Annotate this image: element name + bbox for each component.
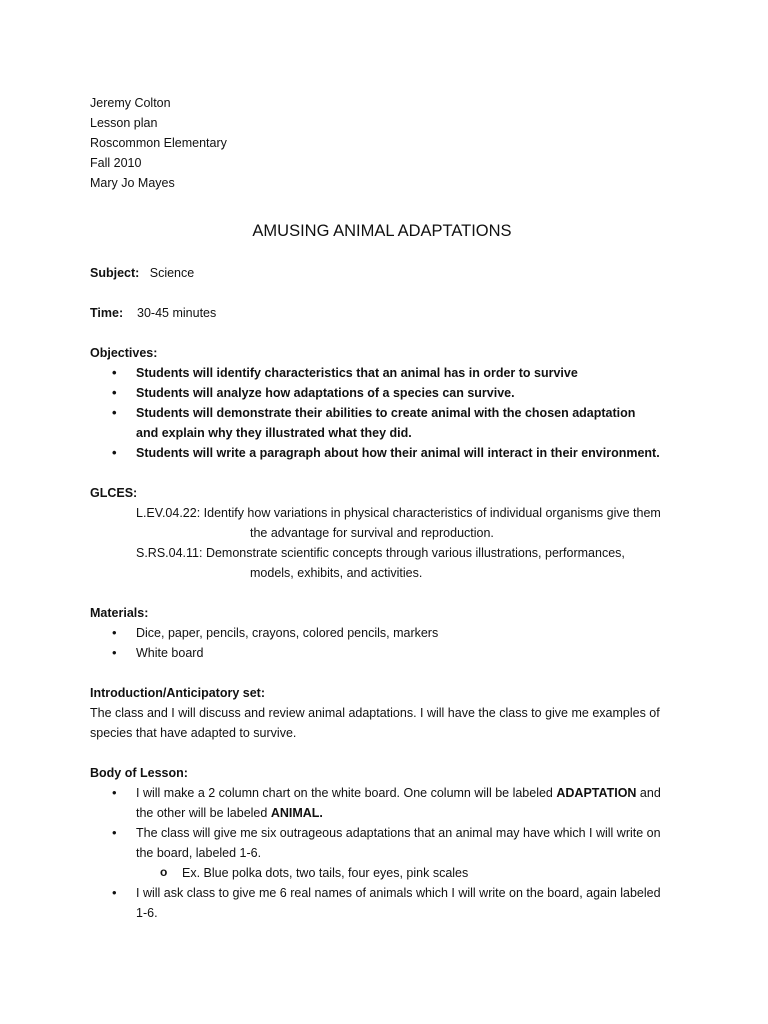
- list-item: • I will ask class to give me 6 real names of animals which I will write on the board, again labeled 1-6.: [90, 883, 666, 923]
- objectives-heading: Objectives:: [90, 346, 158, 360]
- glce-item: [90, 503, 690, 543]
- subject-value: Science: [149, 266, 195, 280]
- list-item: • White board: [90, 643, 690, 663]
- objectives-section: [90, 343, 690, 463]
- body-list: [90, 783, 690, 863]
- body-list-continued: [90, 883, 690, 923]
- glce-item: [90, 543, 690, 583]
- list-item: • I will make a 2 column chart on the white board. One column will be labeled ADAPTATION and the other will be labeled ANIMAL.: [90, 783, 666, 823]
- time-label: Time:: [90, 306, 124, 320]
- introduction-section: [90, 683, 690, 743]
- body-sublist: [90, 863, 690, 883]
- materials-list: [90, 623, 690, 663]
- objectives-list: [90, 363, 690, 463]
- glce-continuation: the advantage for survival and reproduction.: [250, 526, 494, 540]
- introduction-text: The class and I will discuss and review animal adaptations. I will have the class to give me examples of species that have adapted to survive.: [90, 706, 660, 740]
- list-item: • Students will identify characteristics that an animal has in order to survive: [90, 363, 690, 383]
- teacher-name: Mary Jo Mayes: [90, 176, 175, 190]
- list-item: • Students will analyze how adaptations of a species can survive.: [90, 383, 690, 403]
- list-item: • Students will write a paragraph about how their animal will interact in their environment.: [90, 443, 690, 463]
- document-type: Lesson plan: [90, 116, 158, 130]
- glce-line: L.EV.04.22: Identify how variations in physical characteristics of individual organisms give them: [136, 506, 661, 520]
- glces-section: [90, 483, 690, 583]
- subject-field: [90, 263, 690, 283]
- document-header: [90, 93, 690, 193]
- document-title: AMUSING ANIMAL ADAPTATIONS: [252, 222, 512, 240]
- materials-heading: Materials:: [90, 606, 149, 620]
- adaptation-label: ADAPTATION: [556, 786, 637, 800]
- glce-line: S.RS.04.11: Demonstrate scientific concepts through various illustrations, performances,: [136, 546, 625, 560]
- list-item: • Students will demonstrate their abilities to create animal with the chosen adaptation and explain why they illustrated what they did.: [90, 403, 646, 443]
- term: Fall 2010: [90, 156, 142, 170]
- glces-heading: GLCES:: [90, 486, 138, 500]
- list-item: • The class will give me six outrageous adaptations that an animal may have which I will write on the board, labeled 1-6.: [90, 823, 666, 863]
- document-content: [90, 93, 690, 923]
- animal-label: ANIMAL.: [270, 806, 323, 820]
- author-name: Jeremy Colton: [90, 96, 171, 110]
- subject-label: Subject:: [90, 266, 140, 280]
- materials-section: [90, 603, 690, 663]
- list-item: • Dice, paper, pencils, crayons, colored pencils, markers: [90, 623, 690, 643]
- sub-list-item: o Ex. Blue polka dots, two tails, four eyes, pink scales: [90, 863, 690, 883]
- introduction-heading: Introduction/Anticipatory set:: [90, 686, 265, 700]
- body-heading: Body of Lesson:: [90, 766, 188, 780]
- time-value: 30-45 minutes: [137, 306, 217, 320]
- school-name: Roscommon Elementary: [90, 136, 227, 150]
- time-field: [90, 303, 690, 323]
- glce-continuation: models, exhibits, and activities.: [250, 566, 423, 580]
- body-section: [90, 763, 690, 923]
